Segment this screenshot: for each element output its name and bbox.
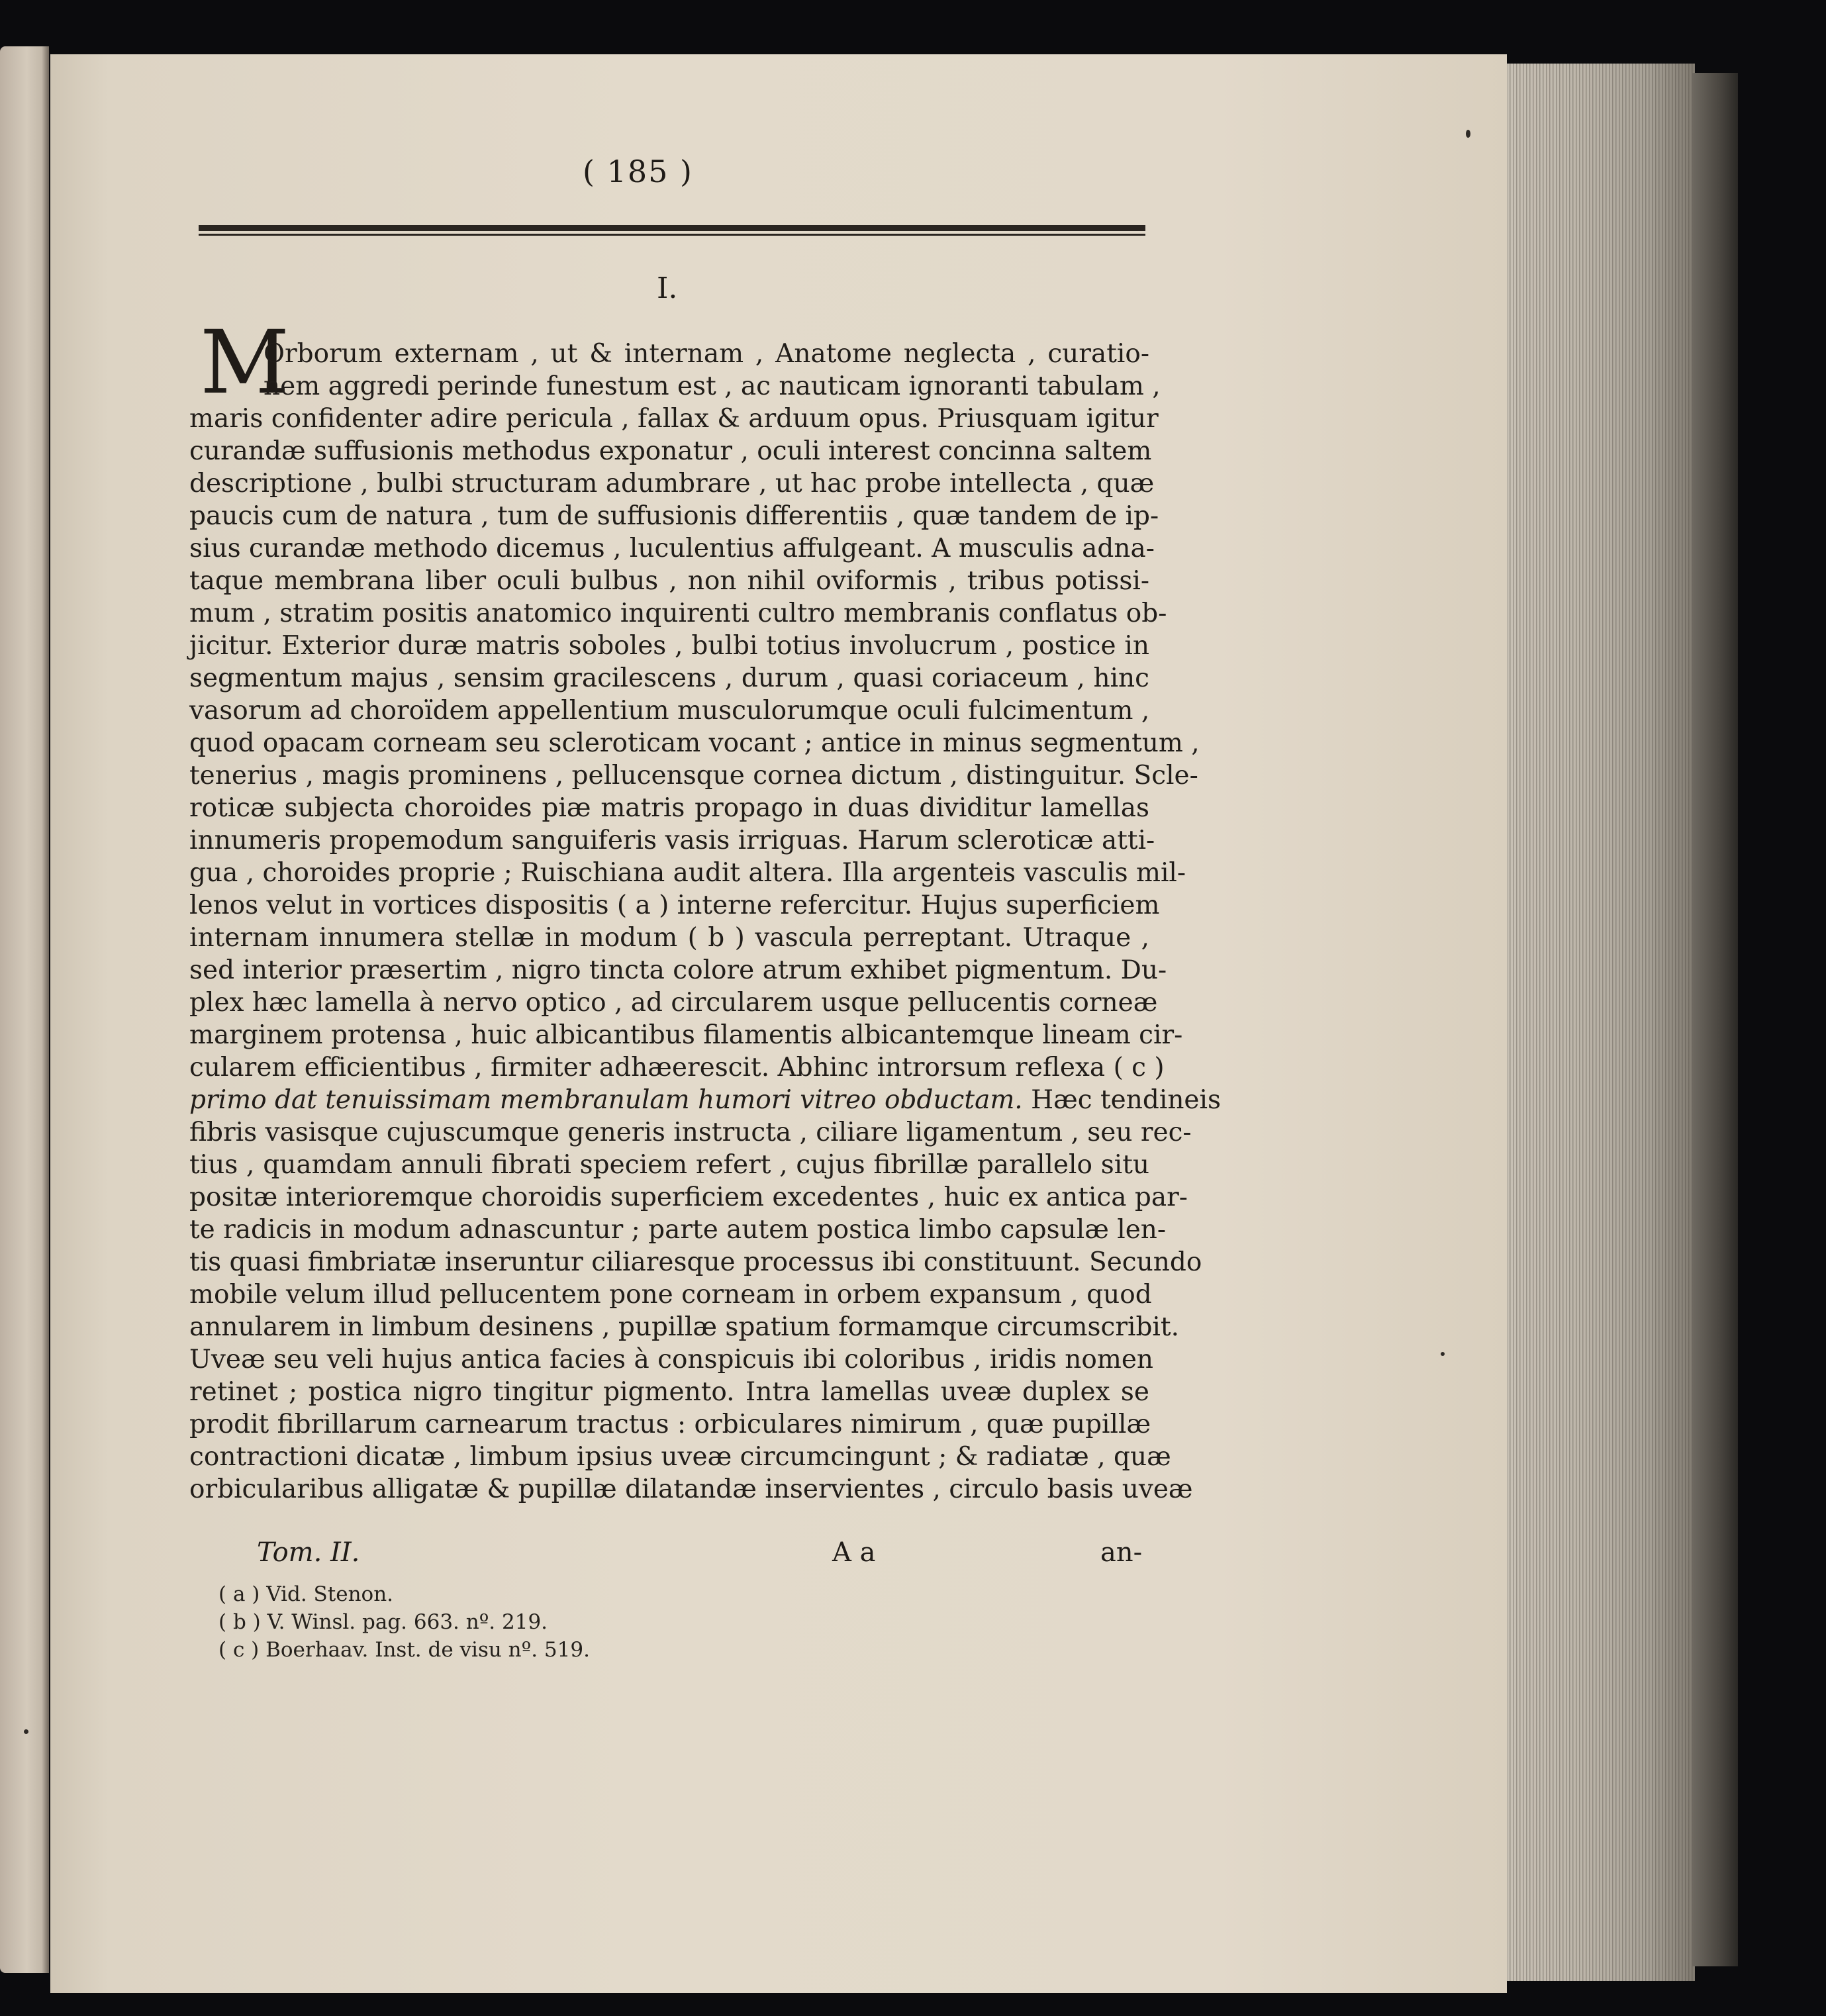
paper-speck — [1466, 130, 1470, 138]
text-line: orbicularibus alligatæ & pupillæ dilatandæ inservientes , circulo basis uveæ — [189, 1474, 1193, 1504]
text-line: Uveæ seu veli hujus antica facies à conspicuis ibi coloribus , iridis nomen — [189, 1345, 1154, 1374]
volume-label: Tom. II. — [257, 1537, 360, 1568]
text-line: segmentum majus , sensim gracilescens , durum , quasi coriaceum , hinc — [189, 663, 1149, 693]
text-line: mum , stratim positis anatomico inquirenti cultro membranis conflatus ob- — [189, 599, 1167, 628]
text-line: te radicis in modum adnascuntur ; parte autem postica limbo capsulæ len- — [189, 1215, 1167, 1245]
text-line: tius , quamdam annuli fibrati speciem refert , cujus fibrillæ parallelo situ — [189, 1150, 1149, 1180]
text-line: cularem efficientibus , firmiter adhæerescit. Abhinc introrsum reflexa ( c ) — [189, 1053, 1165, 1082]
text-line: prodit fibrillarum carnearum tractus : orbiculares nimirum , quæ pupillæ — [189, 1410, 1151, 1439]
text-line: positæ interioremque choroidis superficiem excedentes , huic ex antica par- — [189, 1182, 1188, 1212]
footnote-b: ( b ) V. Winsl. pag. 663. nº. 219. — [218, 1610, 548, 1634]
text-line: gua , choroides proprie ; Ruischiana audit altera. Illa argenteis vasculis mil- — [189, 858, 1186, 888]
text-line: jicitur. Exterior duræ matris soboles , bulbi totius involucrum , postice in — [189, 631, 1149, 661]
text-line: sius curandæ methodo dicemus , luculentius affulgeant. A musculis adna- — [189, 534, 1155, 563]
body-text — [189, 338, 1222, 1506]
page-fore-edge — [1503, 64, 1695, 1981]
paper-speck — [1441, 1352, 1445, 1356]
header-rule-thin — [199, 234, 1145, 236]
text-line: sed interior præsertim , nigro tincta colore atrum exhibet pigmentum. Du- — [189, 955, 1167, 985]
header-rule-thick — [199, 225, 1145, 231]
text-line: vasorum ad choroïdem appellentium musculorumque oculi fulcimentum , — [189, 696, 1150, 726]
text-line: internam innumera stellæ in modum ( b ) vascula perreptant. Utraque , — [189, 923, 1149, 953]
text-line: annularem in limbum desinens , pupillæ spatium formamque circumscribit. — [189, 1312, 1179, 1342]
text-line: paucis cum de natura , tum de suffusionis differentiis , quæ tandem de ip- — [189, 501, 1159, 531]
text-line: Orborum externam , ut & internam , Anatome neglecta , curatio- — [264, 339, 1149, 369]
drop-cap: M — [200, 312, 290, 414]
left-page-edge — [0, 46, 49, 1973]
footnote-a: ( a ) Vid. Stenon. — [218, 1582, 394, 1606]
italic-line-rest: Hæc tendineis — [1022, 1085, 1222, 1115]
text-line: curandæ suffusionis methodus exponatur , oculi interest concinna saltem — [189, 436, 1152, 466]
text-line: quod opacam corneam seu scleroticam vocant ; antice in minus segmentum , — [189, 728, 1200, 758]
catchword: an- — [1100, 1537, 1143, 1568]
text-line: descriptione , bulbi structuram adumbrare , ut hac probe intellecta , quæ — [189, 469, 1155, 499]
text-line: plex hæc lamella à nervo optico , ad circularem usque pellucentis corneæ — [189, 988, 1158, 1018]
signature-mark: A a — [832, 1537, 876, 1568]
text-line: roticæ subjecta choroides piæ matris propago in duas dividitur lamellas — [189, 793, 1149, 823]
footnote-c: ( c ) Boerhaav. Inst. de visu nº. 519. — [218, 1638, 590, 1662]
text-line: innumeris propemodum sanguiferis vasis irriguas. Harum scleroticæ atti- — [189, 826, 1155, 855]
text-line: mobile velum illud pellucentem pone corneam in orbem expansum , quod — [189, 1280, 1152, 1310]
text-line: maris confidenter adire pericula , fallax & arduum opus. Priusquam igitur — [189, 404, 1159, 434]
text-line: tenerius , magis prominens , pellucensque cornea dictum , distinguitur. Scle- — [189, 761, 1198, 791]
book-cover-board — [1692, 73, 1738, 1966]
text-line: contractioni dicatæ , limbum ipsius uveæ circumcingunt ; & radiatæ , quæ — [189, 1442, 1171, 1472]
italic-phrase: primo dat tenuissimam membranulam humori vitreo obductam. — [189, 1085, 1023, 1115]
paper-speck — [24, 1729, 28, 1734]
text-line: marginem protensa , huic albicantibus filamentis albicantemque lineam cir- — [189, 1020, 1183, 1050]
page-number: ( 185 ) — [583, 154, 693, 189]
text-line: fibris vasisque cujuscumque generis instructa , ciliare ligamentum , seu rec- — [189, 1118, 1192, 1147]
text-line: retinet ; postica nigro tingitur pigmento. Intra lamellas uveæ duplex se — [189, 1377, 1149, 1407]
text-line: lenos velut in vortices dispositis ( a ) interne refercitur. Hujus superficiem — [189, 890, 1160, 920]
text-line: taque membrana liber oculi bulbus , non nihil oviformis , tribus potissi- — [189, 566, 1149, 596]
section-heading: I. — [657, 271, 678, 305]
text-line: tis quasi fimbriatæ inseruntur ciliaresque processus ibi constituunt. Secundo — [189, 1247, 1202, 1277]
text-line: nem aggredi perinde funestum est , ac nauticam ignoranti tabulam , — [264, 371, 1161, 401]
text-line-italic — [189, 1084, 1222, 1116]
